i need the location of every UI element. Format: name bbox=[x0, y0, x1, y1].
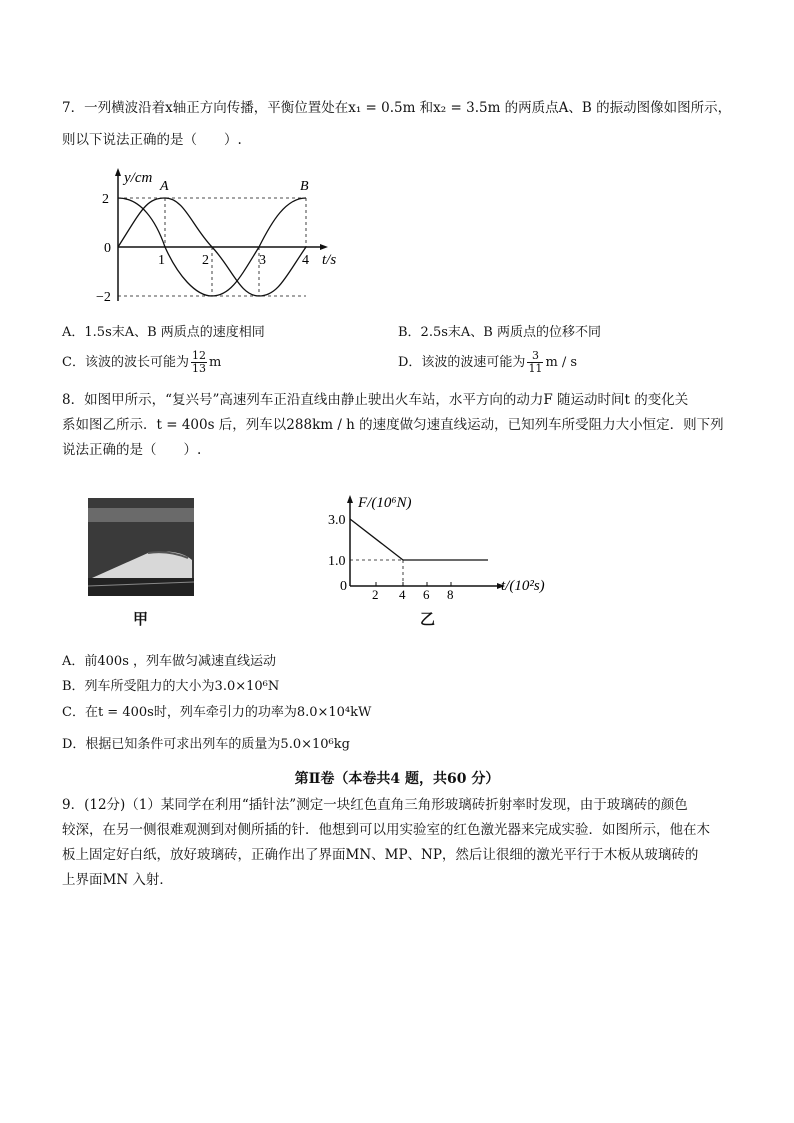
q8-xtick-4: 4 bbox=[399, 587, 406, 600]
q8-text-line2: 系如图乙所示．t = 400s 后，列车以288km / h 的速度做匀速直线运动，已知列车所受阻力大小恒定．则下列 bbox=[62, 417, 724, 433]
q7-text-line1: 7．一列横波沿着x轴正方向传播，平衡位置处在x₁ = 0.5m 和x₂ = 3.5m 的两质点A、B 的振动图像如图所示， bbox=[62, 100, 732, 116]
q8-force-graph bbox=[328, 490, 568, 600]
q9-text-line2: 较深，在另一侧很难观测到对侧所插的针．他想到可以用实验室的红色激光器来完成实验．如图所示，他在木 bbox=[62, 822, 710, 838]
q9-text-line1: 9．(12分)（1）某同学在利用“插针法”测定一块红色直角三角形玻璃砖折射率时发现，由于玻璃砖的颜色 bbox=[62, 797, 688, 813]
section-title: 第Ⅱ卷（本卷共4 题，共60 分） bbox=[294, 771, 500, 787]
q8-option-c: C．在t = 400s时，列车牵引力的功率为8.0×10⁴kW bbox=[62, 705, 372, 720]
q7-xtick-1: 1 bbox=[158, 253, 165, 268]
q7-xtick-3: 3 bbox=[259, 253, 266, 268]
q7-label-b: B bbox=[300, 179, 309, 194]
q8-text-line1: 8．如图甲所示，“复兴号”高速列车正沿直线由静止驶出火车站，水平方向的动力F 随运动时间t 的变化关 bbox=[62, 392, 689, 408]
q7-option-c-prefix: C．该波的波长可能为 bbox=[62, 355, 189, 370]
q8-xtick-8: 8 bbox=[447, 587, 454, 600]
q7-option-d bbox=[398, 350, 577, 375]
caption-yi: 乙 bbox=[420, 610, 436, 628]
q7-option-c-den: 13 bbox=[191, 362, 206, 375]
q8-xtick-6: 6 bbox=[423, 587, 430, 600]
q7-text-line2: 则以下说法正确的是（ ）. bbox=[62, 132, 242, 148]
caption-jia: 甲 bbox=[133, 610, 149, 628]
q8-option-a: A．前400s ，列车做匀减速直线运动 bbox=[62, 654, 277, 669]
q7-ytick-neg2: −2 bbox=[96, 290, 111, 305]
q8-ytick-3: 3.0 bbox=[328, 513, 346, 528]
q8-xtick-2: 2 bbox=[372, 587, 379, 600]
q8-xlabel: t/(10²s) bbox=[501, 578, 545, 594]
q7-option-c-num: 12 bbox=[191, 349, 206, 362]
q7-label-a: A bbox=[160, 179, 169, 194]
q7-option-c-unit: m bbox=[208, 355, 222, 370]
q7-vibration-graph bbox=[96, 166, 356, 316]
q8-text-line3: 说法正确的是（ ）. bbox=[62, 442, 202, 458]
q7-option-d-prefix: D．该波的波速可能为 bbox=[398, 355, 526, 370]
q7-ytick-0: 0 bbox=[104, 241, 111, 256]
q8-ylabel: F/(10⁶N) bbox=[358, 495, 412, 511]
q7-option-d-unit: m / s bbox=[545, 355, 578, 370]
q7-option-d-den: 11 bbox=[528, 362, 543, 375]
q9-text-line3: 板上固定好白纸，放好玻璃砖，正确作出了界面MN、MP、NP，然后让很细的激光平行于木板从玻璃砖的 bbox=[62, 847, 699, 863]
q7-option-c-fraction bbox=[191, 350, 207, 375]
q7-option-c bbox=[62, 350, 221, 375]
q7-option-b: B．2.5s末A、B 两质点的位移不同 bbox=[398, 325, 601, 340]
q8-ytick-1: 1.0 bbox=[328, 554, 346, 569]
q7-option-d-num: 3 bbox=[527, 350, 543, 363]
q7-ylabel: y/cm bbox=[124, 170, 153, 186]
q7-xtick-2: 2 bbox=[202, 253, 209, 268]
q9-text-line4: 上界面MN 入射． bbox=[62, 872, 173, 888]
train-photo bbox=[88, 498, 194, 596]
q8-ytick-0: 0 bbox=[340, 579, 347, 594]
q7-xlabel: t/s bbox=[322, 252, 337, 268]
q8-option-d: D．根据已知条件可求出列车的质量为5.0×10⁶kg bbox=[62, 737, 350, 752]
q7-ytick-2: 2 bbox=[102, 192, 109, 207]
q7-option-a: A．1.5s末A、B 两质点的速度相同 bbox=[62, 325, 265, 340]
q7-option-d-fraction bbox=[527, 350, 543, 375]
q7-xtick-4: 4 bbox=[302, 253, 309, 268]
q8-option-b: B．列车所受阻力的大小为3.0×10⁶N bbox=[62, 679, 280, 694]
